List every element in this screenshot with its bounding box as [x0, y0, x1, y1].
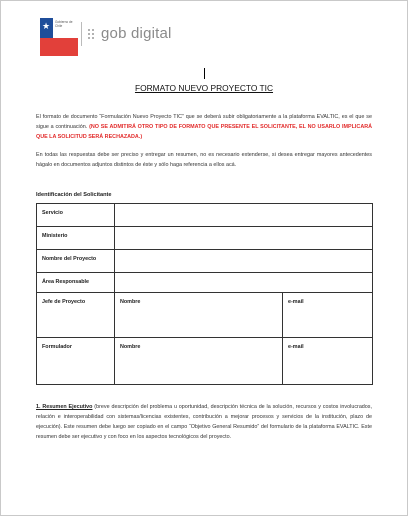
document-title: FORMATO NUEVO PROYECTO TIC: [134, 83, 274, 93]
jefe-nombre-cell[interactable]: Nombre: [115, 293, 283, 338]
resumen-text: (breve descripción del problema u oportunidad, descripción técnica de la solución, recursos y costos involucrados, relación e interoperabilidad con sistemas/licencias existentes, contribución a mejorar procesos y servicios de la institución, plazo de ejecución). Este resumen debe luego ser copiado en el campo “Objetivo General Resumido” del formulario de la plataforma EVALTIC. Este resumen debe ser ejecutivo y con foco en los aspectos tecnológicos del proyecto.: [36, 404, 372, 440]
intro-text: El formato de documento “Formulación Nuevo Proyecto TIC” que se deberá subir obligatoriamente a la plataforma EVALTIC, es el que se sigue a continuación.: [36, 114, 372, 130]
table-row: [37, 273, 373, 293]
identification-table: [36, 203, 373, 385]
resumen-heading: 1. Resumen Ejecutivo: [36, 404, 93, 410]
label-servicio: Servicio: [37, 204, 115, 227]
logo-red-block: [40, 38, 78, 56]
value-ministerio[interactable]: [115, 227, 373, 250]
intro-warning: (NO SE ADMITIRÁ OTRO TIPO DE FORMATO QUE PRESENTE EL SOLICITANTE, EL NO USARLO IMPLICARÁ QUE LA SOLICITUD SERÁ RECHAZADA.): [36, 124, 372, 140]
intro-paragraph: [36, 112, 372, 142]
text-cursor: [204, 68, 205, 79]
label-ministerio: Ministerio: [37, 227, 115, 250]
jefe-email-cell[interactable]: e-mail: [283, 293, 373, 338]
identification-heading: Identificación del Solicitante: [36, 192, 112, 198]
logo-divider: [81, 22, 82, 46]
value-area-responsable[interactable]: [115, 273, 373, 293]
star-icon: ★: [42, 21, 51, 31]
label-jefe-proyecto: Jefe de Proyecto: [37, 293, 115, 338]
table-row: [37, 338, 373, 385]
table-row: [37, 293, 373, 338]
label-formulador: Formulador: [37, 338, 115, 385]
gobierno-de-chile-logo: [40, 18, 78, 56]
table-row: [37, 250, 373, 273]
logo-text: Gobierno de Chile: [55, 20, 73, 28]
table-row: [37, 227, 373, 250]
label-area-responsable: Área Responsable: [37, 273, 115, 293]
table-row: [37, 204, 373, 227]
logo-blue-block: [40, 18, 53, 38]
value-nombre-proyecto[interactable]: [115, 250, 373, 273]
label-nombre-proyecto: Nombre del Proyecto: [37, 250, 115, 273]
gob-digital-logo: gob digital: [101, 25, 172, 42]
instructions-paragraph: En todas las respuestas debe ser preciso y entregar un resumen, no es necesario extenderse, si desea entregar mayores antecedentes hágalo en documentos adjuntos distintos de éste y sólo haga referencia a ellos acá.: [36, 152, 372, 168]
resumen-paragraph: [36, 402, 372, 442]
formulador-nombre-cell[interactable]: Nombre: [115, 338, 283, 385]
formulador-email-cell[interactable]: e-mail: [283, 338, 373, 385]
value-servicio[interactable]: [115, 204, 373, 227]
gob-digital-dots-icon: [88, 29, 98, 39]
